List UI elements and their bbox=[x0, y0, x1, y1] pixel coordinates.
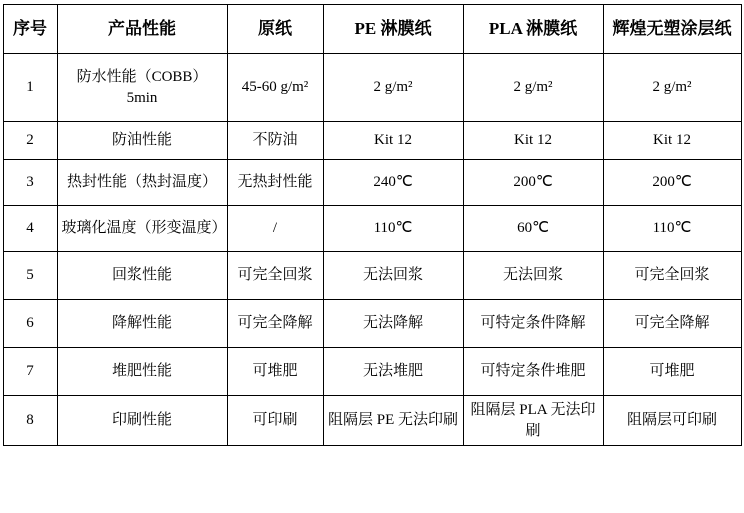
table-row bbox=[3, 54, 741, 122]
cell-pla: 无法回浆 bbox=[463, 252, 603, 300]
cell-base-paper: 不防油 bbox=[227, 122, 323, 160]
cell-base-paper: 45-60 g/m² bbox=[227, 54, 323, 122]
cell-pe: 240℃ bbox=[323, 160, 463, 206]
column-header-pe-coated: PE 淋膜纸 bbox=[323, 5, 463, 54]
cell-huihuang: 可完全降解 bbox=[603, 300, 741, 348]
cell-pla: 60℃ bbox=[463, 206, 603, 252]
cell-base-paper: / bbox=[227, 206, 323, 252]
cell-index: 3 bbox=[3, 160, 57, 206]
cell-huihuang: 2 g/m² bbox=[603, 54, 741, 122]
table-row bbox=[3, 122, 741, 160]
cell-property: 回浆性能 bbox=[57, 252, 227, 300]
cell-pe: 无法堆肥 bbox=[323, 348, 463, 396]
cell-base-paper: 可完全回浆 bbox=[227, 252, 323, 300]
cell-huihuang: 可堆肥 bbox=[603, 348, 741, 396]
cell-pla: 200℃ bbox=[463, 160, 603, 206]
cell-pla: 阻隔层 PLA 无法印刷 bbox=[463, 396, 603, 446]
cell-property: 热封性能（热封温度） bbox=[57, 160, 227, 206]
cell-index: 8 bbox=[3, 396, 57, 446]
cell-property: 防油性能 bbox=[57, 122, 227, 160]
cell-base-paper: 可堆肥 bbox=[227, 348, 323, 396]
table-row bbox=[3, 160, 741, 206]
cell-pe: 无法回浆 bbox=[323, 252, 463, 300]
column-header-pla-coated: PLA 淋膜纸 bbox=[463, 5, 603, 54]
cell-index: 5 bbox=[3, 252, 57, 300]
table-header-row bbox=[3, 5, 741, 54]
cell-pla: 2 g/m² bbox=[463, 54, 603, 122]
product-performance-table bbox=[3, 4, 742, 446]
column-header-index: 序号 bbox=[3, 5, 57, 54]
table-row bbox=[3, 396, 741, 446]
cell-huihuang: 110℃ bbox=[603, 206, 741, 252]
cell-property: 印刷性能 bbox=[57, 396, 227, 446]
cell-base-paper: 无热封性能 bbox=[227, 160, 323, 206]
cell-huihuang: 可完全回浆 bbox=[603, 252, 741, 300]
cell-base-paper: 可完全降解 bbox=[227, 300, 323, 348]
cell-pe: 无法降解 bbox=[323, 300, 463, 348]
table-body bbox=[3, 54, 741, 446]
cell-huihuang: 阻隔层可印刷 bbox=[603, 396, 741, 446]
cell-base-paper: 可印刷 bbox=[227, 396, 323, 446]
cell-property: 降解性能 bbox=[57, 300, 227, 348]
cell-property: 防水性能（COBB）5min bbox=[57, 54, 227, 122]
cell-property: 玻璃化温度（形变温度） bbox=[57, 206, 227, 252]
table-row bbox=[3, 206, 741, 252]
column-header-base-paper: 原纸 bbox=[227, 5, 323, 54]
cell-pla: 可特定条件降解 bbox=[463, 300, 603, 348]
cell-huihuang: Kit 12 bbox=[603, 122, 741, 160]
cell-pla: Kit 12 bbox=[463, 122, 603, 160]
table-row bbox=[3, 300, 741, 348]
cell-index: 1 bbox=[3, 54, 57, 122]
cell-pe: Kit 12 bbox=[323, 122, 463, 160]
table-row bbox=[3, 252, 741, 300]
cell-huihuang: 200℃ bbox=[603, 160, 741, 206]
table-row bbox=[3, 348, 741, 396]
cell-index: 2 bbox=[3, 122, 57, 160]
column-header-huihuang-plastic-free: 辉煌无塑涂层纸 bbox=[603, 5, 741, 54]
column-header-property: 产品性能 bbox=[57, 5, 227, 54]
cell-index: 7 bbox=[3, 348, 57, 396]
cell-pe: 阻隔层 PE 无法印刷 bbox=[323, 396, 463, 446]
cell-index: 4 bbox=[3, 206, 57, 252]
cell-property: 堆肥性能 bbox=[57, 348, 227, 396]
table-header bbox=[3, 5, 741, 54]
cell-pe: 2 g/m² bbox=[323, 54, 463, 122]
cell-pla: 可特定条件堆肥 bbox=[463, 348, 603, 396]
cell-pe: 110℃ bbox=[323, 206, 463, 252]
cell-index: 6 bbox=[3, 300, 57, 348]
